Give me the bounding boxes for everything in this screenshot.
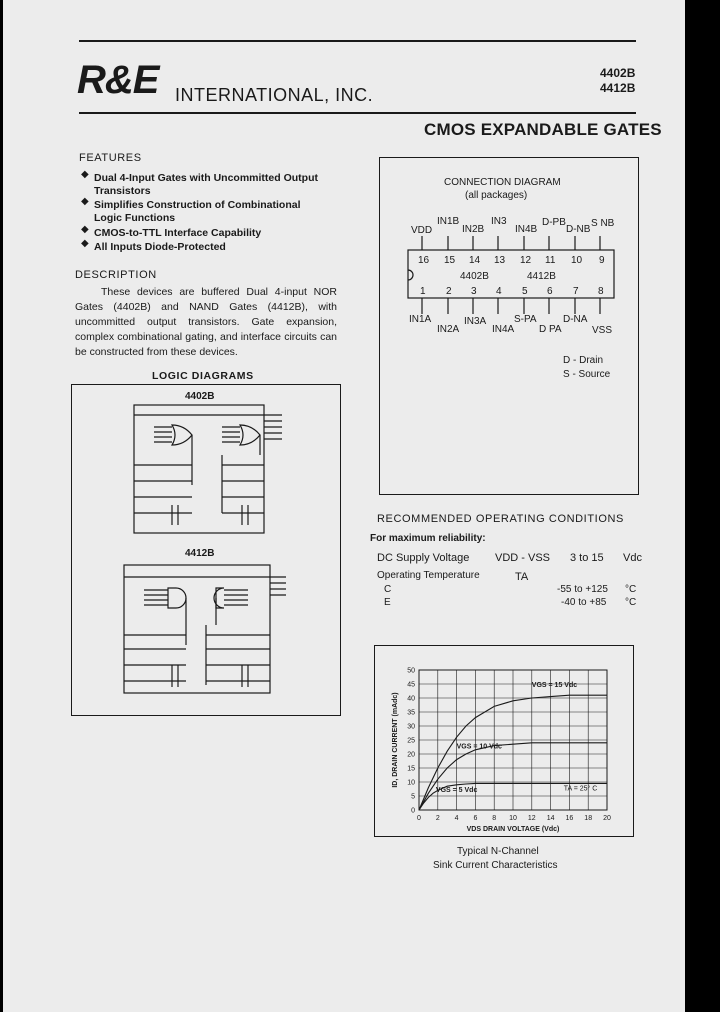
description-heading: DESCRIPTION [75,269,157,281]
chart-x-tick-label: 20 [603,815,611,822]
features-heading: FEATURES [79,152,142,164]
feature-item: CMOS-to-TTL Interface Capability [94,227,262,239]
chart-y-tick-label: 25 [407,737,415,745]
chip-label: 4402B [460,271,489,282]
chart-series-label: VGS = 5 Vdc [435,786,478,794]
logic-diagram-label-4402b: 4402B [185,391,215,402]
chart-x-tick-label: 12 [527,815,536,822]
chart-y-tick-label: 35 [407,709,415,717]
chart-x-tick-label: 0 [417,815,421,822]
param-unit: °C [625,584,637,595]
pin-number-top: 10 [571,255,583,266]
feature-item-cont: Logic Functions [94,212,176,224]
feature-bullet-icon: ◆ [81,238,89,249]
param-name: Operating Temperature [377,570,480,581]
top-rule [79,40,636,42]
logic-diagrams-heading: LOGIC DIAGRAMS [152,370,254,382]
pin-label-top: D-PB [542,217,566,228]
param-range: -40 to +85 [561,597,607,608]
param-name: DC Supply Voltage [377,552,470,564]
pin-number-top: 15 [444,255,456,266]
pin-label-top: VDD [411,225,433,236]
company-logo: R&E [77,58,159,102]
chart-y-tick-label: 20 [407,751,415,759]
chart-x-tick-label: 4 [454,815,459,822]
param-name: C [384,584,392,595]
feature-item-cont: Transistors [94,185,151,197]
chart-x-tick-label: 6 [473,815,478,822]
pin-number-bottom: 8 [598,286,604,297]
chart-x-tick-label: 18 [584,815,593,822]
pin-number-bottom: 2 [446,286,452,297]
pin-number-top: 9 [599,255,605,266]
pin-label-top: IN1B [437,216,460,227]
part-number-2: 4412B [600,81,636,95]
operating-conditions-heading: RECOMMENDED OPERATING CONDITIONS [377,513,624,525]
description-text: These devices are buffered Dual 4-input NOR Gates (4402B) and NAND Gates (4412B), with uncommitted output transistors. Gate expansion, complex combinational gating, and interface circuits can be constructed from these devices. [75,286,337,358]
connection-diagram-box [379,157,639,495]
param-unit: °C [625,597,637,608]
pin-number-bottom: 7 [573,286,579,297]
feature-bullet-icon: ◆ [81,169,89,180]
chart-y-tick-label: 45 [407,681,415,689]
chart-y-tick-label: 40 [407,695,415,703]
connection-diagram-subtitle: (all packages) [465,190,528,201]
legend-source: S - Source [563,369,611,380]
feature-item: All Inputs Diode-Protected [94,241,226,253]
feature-bullet-icon: ◆ [81,196,89,207]
logic-diagram-schematics [72,385,338,713]
chart-y-tick-label: 50 [407,667,415,675]
chart-y-tick-label: 10 [407,779,415,787]
chart-caption-line-2: Sink Current Characteristics [433,860,558,871]
datasheet-page [3,0,685,1012]
pin-number-bottom: 3 [471,286,477,297]
chart-x-tick-label: 10 [509,815,517,822]
pin-number-top: 13 [494,255,506,266]
drain-current-chart [375,646,631,834]
pin-label-bottom: D-NA [563,314,588,325]
pin-label-top: D-NB [566,224,591,235]
title-rule [79,112,636,114]
chart-y-tick-label: 0 [411,807,415,815]
chart-x-axis-label: VDS DRAIN VOLTAGE (Vdc) [466,826,560,833]
pin-label-bottom: IN3A [464,316,487,327]
legend-drain: D - Drain [563,355,604,366]
pin-label-top: IN2B [462,224,485,235]
chart-annotation: TA = 25° C [563,785,598,793]
pin-number-bottom: 5 [522,286,528,297]
feature-bullet-icon: ◆ [81,224,89,235]
chip-label: 4412B [527,271,556,282]
pin-label-bottom: D PA [539,324,562,335]
chart-box [374,645,634,837]
pin-label-bottom: IN1A [409,314,432,325]
chart-y-tick-label: 30 [407,723,415,731]
chart-y-tick-label: 5 [411,793,415,801]
feature-item: Dual 4-Input Gates with Uncommitted Output [94,172,318,184]
chart-series-label: VGS = 10 Vdc [456,743,502,751]
chart-x-tick-label: 16 [565,815,574,822]
chart-x-tick-label: 2 [435,815,440,822]
chart-x-tick-label: 8 [492,815,497,822]
chart-y-axis-label: ID, DRAIN CURRENT (mAdc) [392,692,399,788]
pin-number-top: 11 [545,255,556,266]
logic-diagrams-box [71,384,341,716]
logic-diagram-label-4412b: 4412B [185,548,215,559]
company-name: INTERNATIONAL, INC. [175,85,374,105]
param-symbol: VDD - VSS [495,552,551,564]
pin-label-bottom: VSS [592,325,613,336]
pin-label-bottom: IN4A [492,324,515,335]
page-title: CMOS EXPANDABLE GATES [424,120,662,139]
param-symbol: TA [515,571,529,583]
part-number-1: 4402B [600,66,636,80]
param-unit: Vdc [623,552,642,564]
feature-item: Simplifies Construction of Combinational [94,199,301,211]
chart-caption-line-1: Typical N-Channel [457,846,539,857]
pin-number-bottom: 6 [547,286,553,297]
pin-number-top: 12 [520,255,532,266]
operating-conditions-subheading: For maximum reliability: [370,533,486,544]
param-range: 3 to 15 [570,552,604,564]
pin-number-top: 14 [469,255,481,266]
chart-y-tick-label: 15 [407,765,415,773]
pin-label-top: S NB [591,218,615,229]
pin-label-bottom: S-PA [514,314,537,325]
pin-label-bottom: IN2A [437,324,460,335]
connection-diagram-drawing [380,236,636,326]
pin-number-bottom: 1 [420,286,426,297]
chart-x-tick-label: 14 [546,815,555,822]
pin-label-top: IN3 [491,216,507,227]
pin-number-top: 16 [418,255,430,266]
pin-number-bottom: 4 [496,286,502,297]
pin-label-top: IN4B [515,224,538,235]
chart-series-label: VGS = 15 Vdc [531,681,578,689]
param-range: -55 to +125 [557,584,608,595]
param-name: E [384,597,391,608]
connection-diagram-title: CONNECTION DIAGRAM [444,177,561,188]
